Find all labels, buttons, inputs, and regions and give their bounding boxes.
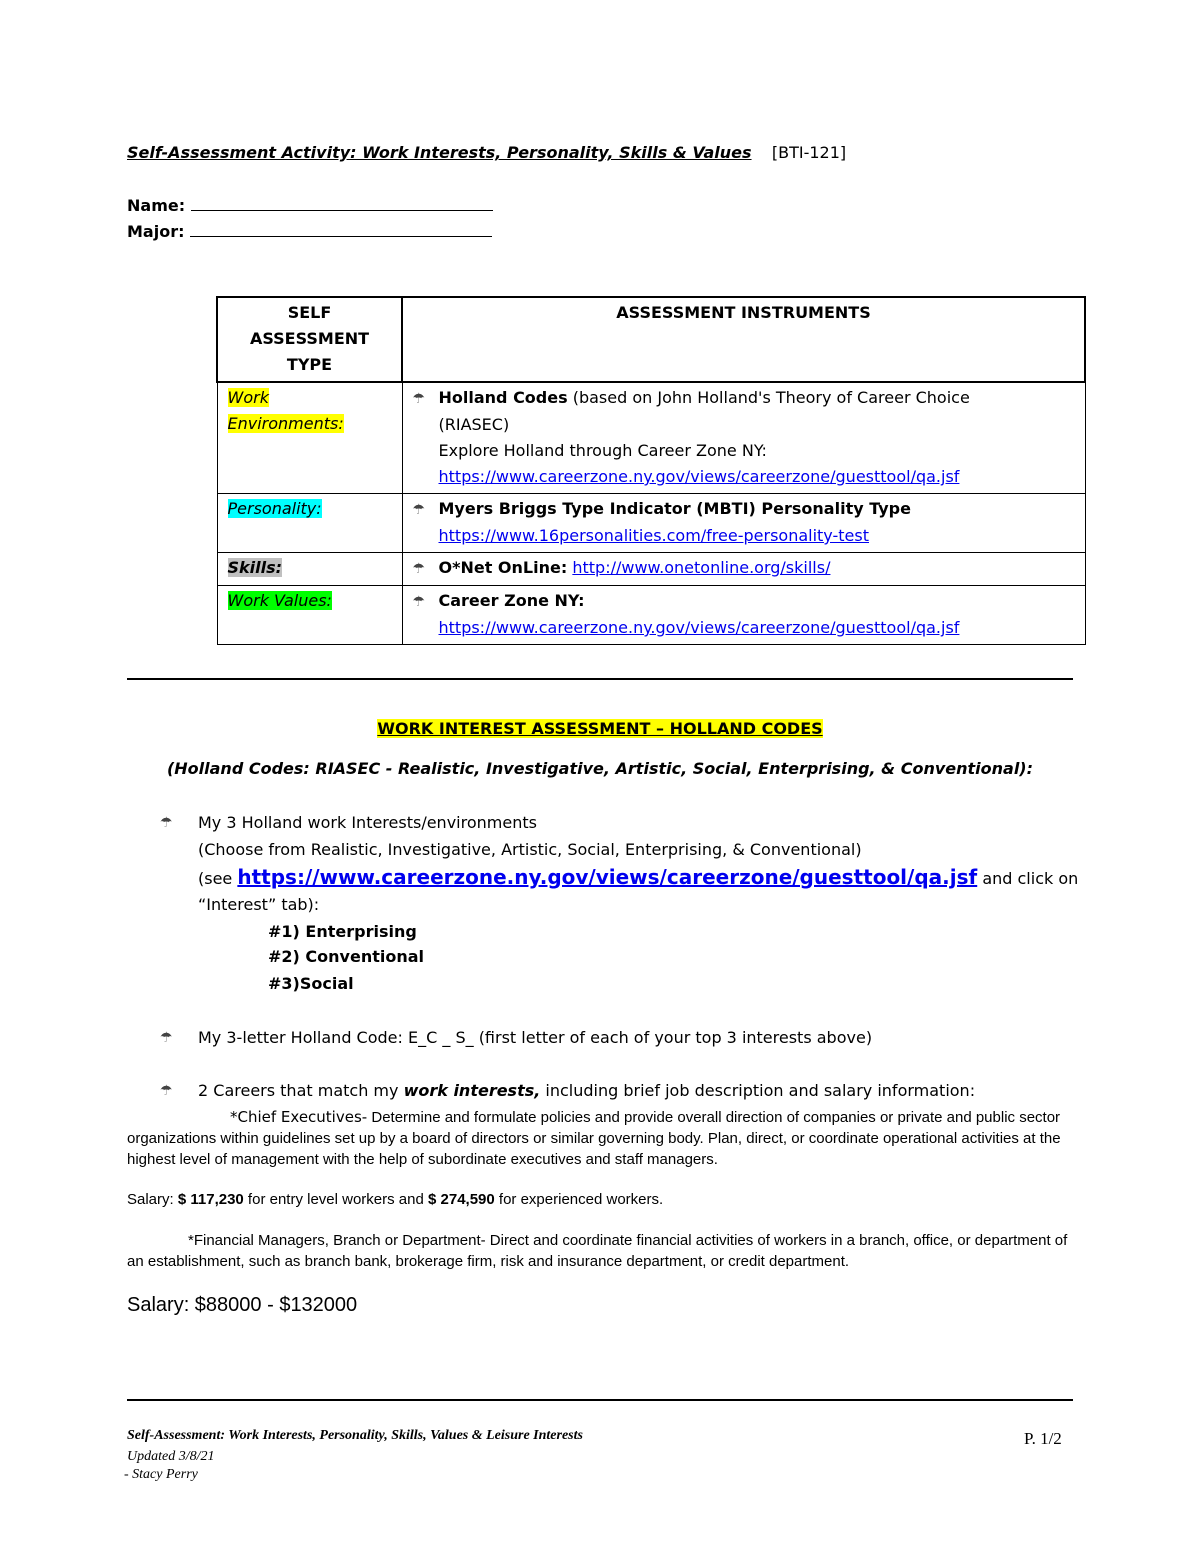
career-1-paragraph bbox=[127, 1107, 1077, 1170]
umbrella-bullet-icon: ☂ bbox=[412, 594, 426, 610]
umbrella-bullet-icon: ☂ bbox=[412, 502, 426, 518]
footer-title: Self-Assessment: Work Interests, Personality, Skills, Values & Leisure Interests bbox=[127, 1428, 583, 1443]
umbrella-bullet-icon: ☂ bbox=[160, 815, 173, 831]
career-2-salary: Salary: $88000 - $132000 bbox=[127, 1294, 358, 1316]
type-label: Personality: bbox=[227, 499, 322, 518]
footer-author: - Stacy Perry bbox=[124, 1467, 198, 1482]
row-instrument-cell bbox=[402, 586, 1085, 645]
row-instrument-cell bbox=[402, 553, 1085, 586]
type-label: Work Values: bbox=[227, 591, 332, 610]
tab-line: “Interest” tab): bbox=[198, 895, 320, 914]
instrument-name: O*Net OnLine: bbox=[438, 558, 568, 577]
salary-text: Salary: bbox=[127, 1191, 178, 1208]
careers-text-a: 2 Careers that match my bbox=[198, 1081, 404, 1100]
col-header-instruments: ASSESSMENT INSTRUMENTS bbox=[402, 297, 1085, 382]
table-row bbox=[217, 553, 1085, 586]
career-1-desc: Determine and formulate policies and provide overall direction of companies or private and public sector organizations within guidelines set up by a board of directors or similar governing body. Plan, direct, or coordinate operational activities at the highest level of management with the help of subordinate executives and staff managers. bbox=[127, 1109, 1061, 1168]
section-heading-text: WORK INTEREST ASSESSMENT – HOLLAND CODES bbox=[377, 719, 823, 738]
careerzone-link[interactable]: https://www.careerzone.ny.gov/views/careerzone/guesttool/qa.jsf bbox=[438, 618, 960, 637]
footer-updated: Updated 3/8/21 bbox=[127, 1449, 215, 1464]
type-label: Environments: bbox=[227, 414, 344, 433]
row-type-cell bbox=[217, 494, 402, 553]
holland-code-text: My 3-letter Holland Code: E_C _ S_ (first letter of each of your top 3 interests above) bbox=[198, 1028, 873, 1047]
interests-bullet bbox=[160, 810, 537, 836]
see-prefix: (see bbox=[198, 869, 233, 888]
row-instrument-cell bbox=[402, 494, 1085, 553]
personalities-link[interactable]: https://www.16personalities.com/free-personality-test bbox=[438, 526, 869, 545]
assessment-table bbox=[216, 296, 1086, 645]
footer-divider bbox=[127, 1399, 1073, 1401]
divider bbox=[127, 678, 1073, 680]
salary-text: for entry level workers and bbox=[243, 1191, 429, 1208]
careers-bullet-text bbox=[198, 1081, 975, 1100]
career-1-salary bbox=[127, 1189, 1077, 1210]
instrument-name: Career Zone NY: bbox=[438, 591, 585, 610]
table-header-row bbox=[217, 297, 1085, 382]
col-header-type bbox=[217, 297, 402, 382]
career-2-paragraph: *Financial Managers, Branch or Department- Direct and coordinate financial activities of workers in a branch, office, or department of an establishment, such as branch bank, brokerage firm, risk and insurance department, or credit department. bbox=[127, 1232, 1068, 1270]
careers-text-b: work interests, bbox=[403, 1081, 541, 1100]
row-instrument-cell bbox=[402, 382, 1085, 494]
instrument-desc-2: (RIASEC) bbox=[438, 415, 510, 434]
umbrella-bullet-icon: ☂ bbox=[412, 561, 426, 577]
choose-line: (Choose from Realistic, Investigative, Artistic, Social, Enterprising, & Conventional) bbox=[198, 840, 862, 859]
instrument-name: Holland Codes bbox=[438, 388, 568, 407]
row-type-cell bbox=[217, 382, 402, 494]
col-header-line: SELF bbox=[287, 303, 332, 322]
table-row bbox=[217, 494, 1085, 553]
code-3: #3)Social bbox=[268, 974, 354, 993]
instrument-name: Myers Briggs Type Indicator (MBTI) Personality Type bbox=[438, 499, 911, 518]
document-title bbox=[127, 143, 846, 162]
instrument-desc-3: Explore Holland through Career Zone NY: bbox=[438, 441, 767, 460]
col-header-line: TYPE bbox=[286, 355, 333, 374]
code-1: #1) Enterprising bbox=[268, 922, 417, 941]
name-field bbox=[127, 196, 493, 215]
row-type-cell bbox=[217, 586, 402, 645]
salary-entry: $ 117,230 bbox=[177, 1191, 244, 1208]
major-field bbox=[127, 222, 492, 241]
col-header-line: ASSESSMENT bbox=[249, 329, 370, 348]
salary-experienced: $ 274,590 bbox=[428, 1191, 495, 1208]
careers-text-c: including brief job description and salary information: bbox=[540, 1081, 976, 1100]
see-line bbox=[198, 864, 1078, 892]
major-label: Major: bbox=[127, 222, 185, 241]
career-1-title: *Chief Executives- bbox=[230, 1108, 368, 1126]
table-row bbox=[217, 586, 1085, 645]
umbrella-bullet-icon: ☂ bbox=[160, 1030, 173, 1046]
type-label: Work bbox=[227, 388, 269, 407]
umbrella-bullet-icon: ☂ bbox=[412, 391, 426, 407]
page-number: P. 1/2 bbox=[1024, 1429, 1062, 1448]
careers-bullet bbox=[160, 1078, 975, 1104]
see-suffix: and click on bbox=[982, 869, 1079, 888]
course-code: [BTI-121] bbox=[771, 143, 847, 162]
interests-bullet-text: My 3 Holland work Interests/environments bbox=[198, 813, 537, 832]
instrument-desc: (based on John Holland's Theory of Career Choice bbox=[567, 388, 970, 407]
type-label: Skills: bbox=[227, 558, 283, 577]
careerzone-link[interactable]: https://www.careerzone.ny.gov/views/careerzone/guesttool/qa.jsf bbox=[438, 467, 960, 486]
umbrella-bullet-icon: ☂ bbox=[160, 1083, 173, 1099]
section-subheading: (Holland Codes: RIASEC - Realistic, Investigative, Artistic, Social, Enterprising, & Conventional): bbox=[166, 759, 1034, 778]
title-text: Self-Assessment Activity: Work Interests, Personality, Skills & Values bbox=[127, 143, 752, 162]
code-2: #2) Conventional bbox=[268, 947, 425, 966]
holland-code-bullet bbox=[160, 1025, 872, 1051]
careerzone-link-large[interactable]: https://www.careerzone.ny.gov/views/careerzone/guesttool/qa.jsf bbox=[237, 865, 978, 889]
major-input-line[interactable] bbox=[190, 222, 492, 237]
row-type-cell bbox=[217, 553, 402, 586]
onet-link[interactable]: http://www.onetonline.org/skills/ bbox=[572, 558, 831, 577]
salary-text: for experienced workers. bbox=[494, 1191, 664, 1208]
name-label: Name: bbox=[127, 196, 186, 215]
section-heading bbox=[0, 719, 1200, 738]
table-row bbox=[217, 382, 1085, 494]
name-input-line[interactable] bbox=[191, 196, 493, 211]
